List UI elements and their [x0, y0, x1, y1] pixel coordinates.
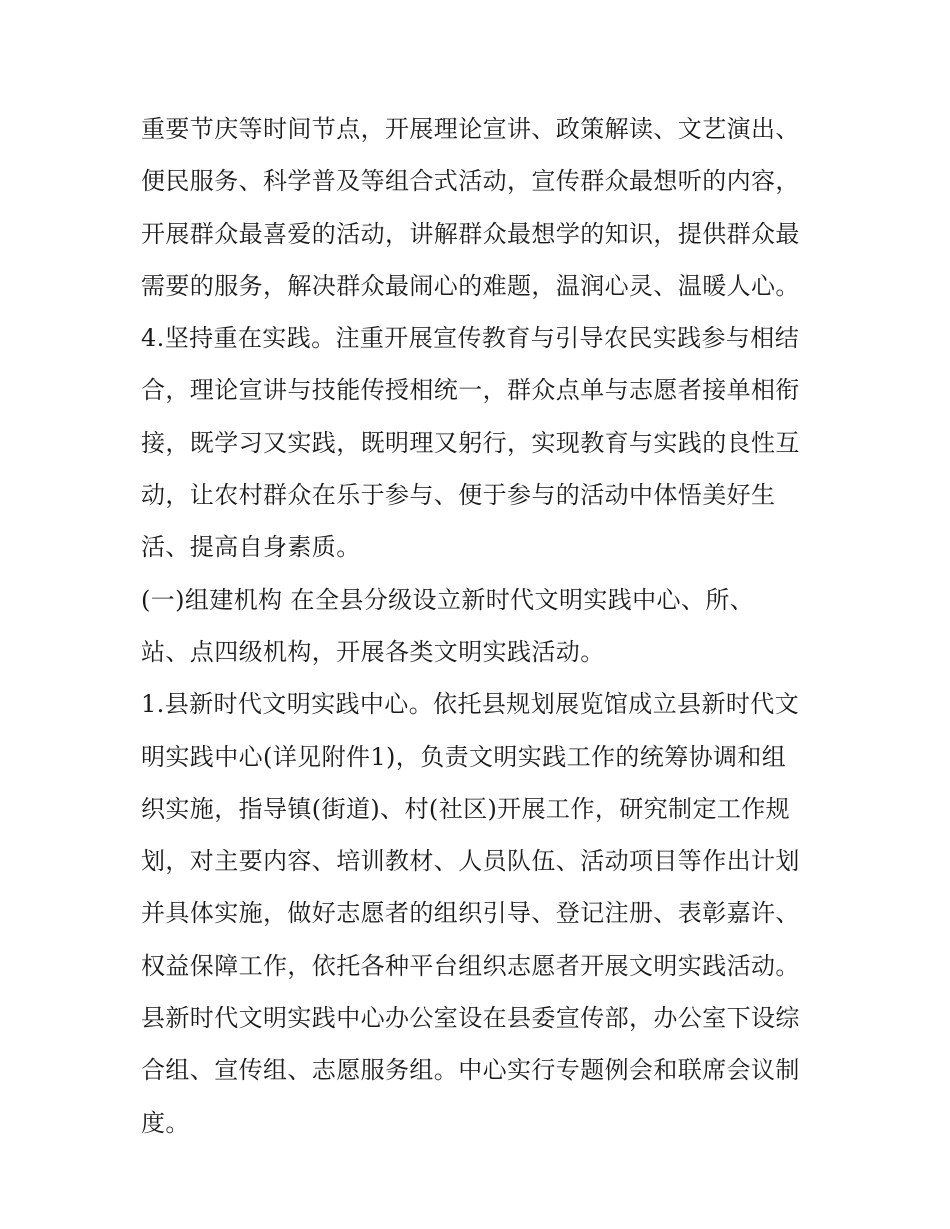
text-line: 活、提高自身素质。 [141, 533, 361, 562]
text-line: 便民服务、科学普及等组合式活动，宣传群众最想听的内容， [141, 167, 800, 196]
text-line: 划，对主要内容、培训教材、人员队伍、活动项目等作出计划 [141, 847, 800, 876]
text-line: 县新时代文明实践中心办公室设在县委宣传部，办公室下设综 [141, 1004, 800, 1033]
text-line: (一)组建机构 在全县分级设立新时代文明实践中心、所、 [141, 585, 755, 614]
text-line: 重要节庆等时间节点，开展理论宣讲、政策解读、文艺演出、 [141, 115, 800, 143]
text-line: 织实施，指导镇(街道)、村(社区)开展工作，研究制定工作规 [141, 794, 791, 823]
text-line: 开展群众最喜爱的活动，讲解群众最想学的知识，提供群众最 [141, 219, 800, 248]
text-line: 接，既学习又实践，既明理又躬行，实现教育与实践的良性互 [141, 428, 800, 457]
text-line: 站、点四级机构，开展各类文明实践活动。 [141, 637, 605, 666]
text-line: 需要的服务，解决群众最闹心的难题，温润心灵、温暖人心。 [141, 271, 800, 300]
document-body [141, 103, 831, 1149]
text-line: 1.县新时代文明实践中心。依托县规划展览馆成立县新时代文 [141, 690, 800, 719]
text-line: 并具体实施，做好志愿者的组织引导、登记注册、表彰嘉许、 [141, 899, 800, 928]
text-line: 明实践中心(详见附件1)，负责文明实践工作的统筹协调和组 [141, 742, 787, 771]
text-line: 4.坚持重在实践。注重开展宣传教育与引导农民实践参与相结 [141, 324, 800, 353]
text-line: 权益保障工作，依托各种平台组织志愿者开展文明实践活动。 [141, 951, 800, 980]
text-line: 合，理论宣讲与技能传授相统一，群众点单与志愿者接单相衔 [141, 376, 800, 405]
text-line: 动，让农村群众在乐于参与、便于参与的活动中体悟美好生 [141, 481, 776, 510]
text-line: 合组、宣传组、志愿服务组。中心实行专题例会和联席会议制 [141, 1056, 800, 1085]
text-line: 度。 [141, 1108, 190, 1137]
